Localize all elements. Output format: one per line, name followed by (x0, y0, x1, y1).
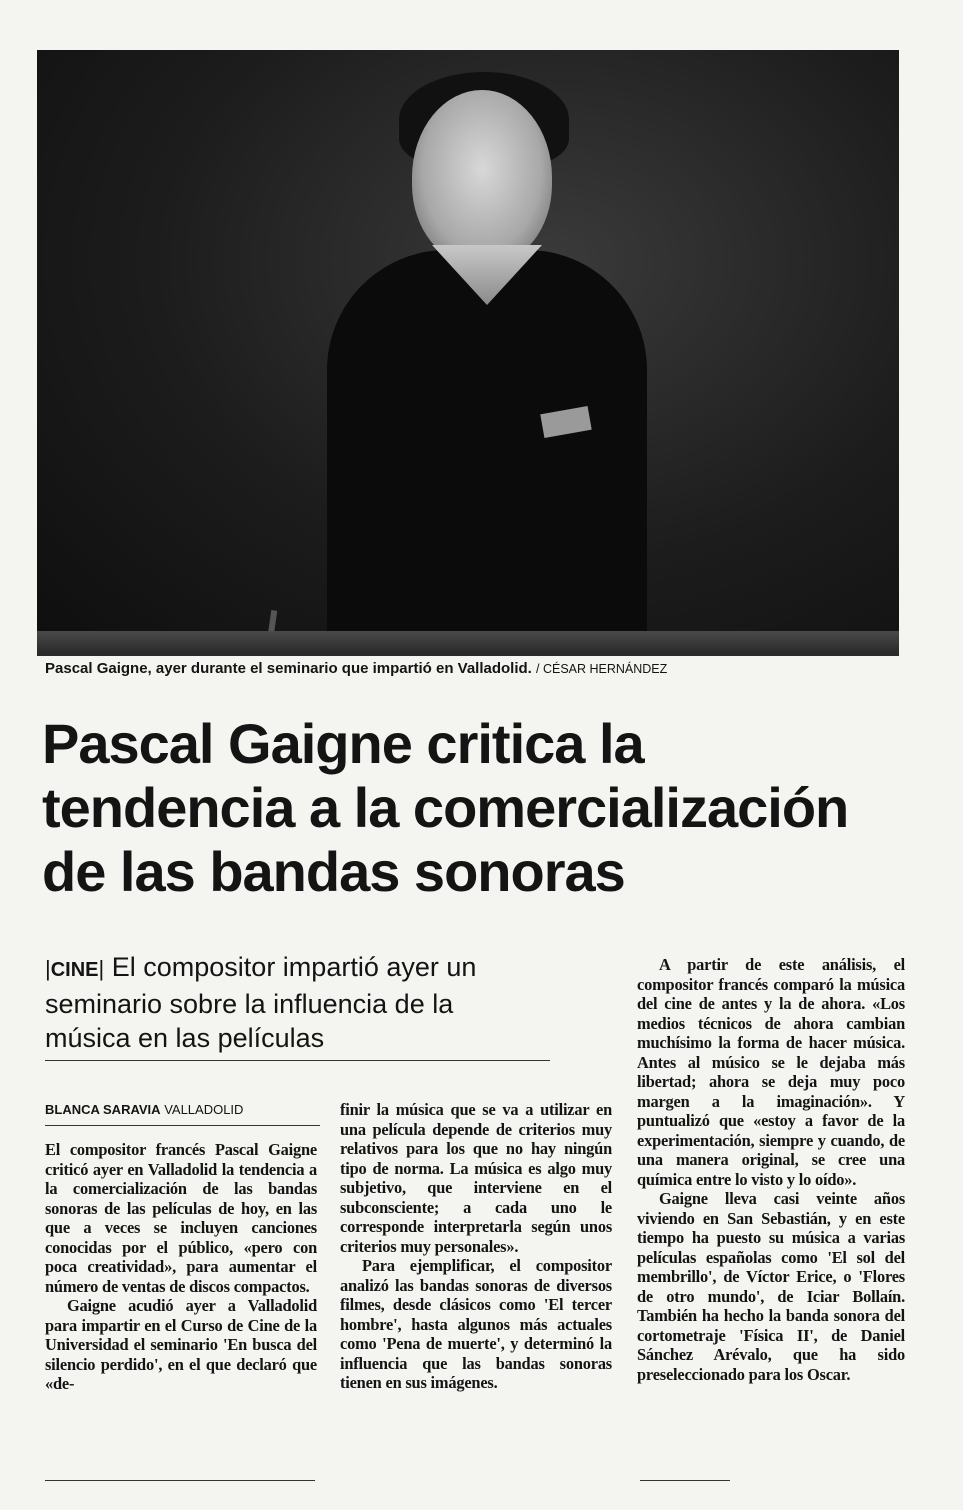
face-shape (412, 90, 552, 265)
shirt-shape (327, 250, 647, 656)
body-column-2 (340, 1100, 612, 1393)
headline-line-3: de las bandas sonoras (42, 840, 625, 903)
chalkboard-ledge (37, 631, 899, 653)
photo-caption (45, 660, 905, 677)
bottom-rule (640, 1480, 730, 1481)
caption-text: Pascal Gaigne, ayer durante el seminario que impartió en Valladolid. (45, 660, 532, 677)
body-paragraph: El compositor francés Pascal Gaigne criticó ayer en Valladolid la tendencia a la comercialización de las bandas sonoras de las películas de hoy, en las que a veces se incluyen canciones conocidas por el público, «pero con poca creatividad», para aumentar el número de ventas de discos compactos. (45, 1140, 317, 1296)
subhead-line-1 (45, 950, 585, 987)
author-name: BLANCA SARAVIA (45, 1102, 161, 1117)
bottom-rule (45, 1480, 315, 1481)
section-divider: | (45, 956, 51, 981)
section-divider: | (98, 956, 105, 981)
body-paragraph: Gaigne lleva casi veinte años viviendo en San Sebastián, y en este tiempo ha puesto su música a varias películas españolas como 'El sol del membrillo', de Víctor Erice, o 'Flores de otro mundo', de Iciar Bollaín. También ha hecho la banda sonora del cortometraje 'Física II', de Daniel Sánchez Arévalo, que ha sido preseleccionado para los Oscar. (637, 1189, 905, 1384)
subhead-text-1: El compositor impartió ayer un (111, 952, 477, 982)
divider-rule (45, 1060, 550, 1061)
body-column-1 (45, 1140, 317, 1394)
body-paragraph: Gaigne acudió ayer a Valladolid para impartir en el Curso de Cine de la Universidad el seminario 'En busca del silencio perdido', en el que declaró que «de- (45, 1296, 317, 1393)
headline-line-1: Pascal Gaigne critica la (42, 712, 644, 775)
subheadline (45, 950, 585, 1055)
section-tag: CINE (50, 959, 99, 981)
body-paragraph: Para ejemplificar, el compositor analizó las bandas sonoras de diversos filmes, desde clásicos como 'El tercer hombre', hasta algunos más actuales como 'Pena de muerte', y determinó la influencia que las bandas sonoras tienen en sus imágenes. (340, 1256, 612, 1392)
subhead-line-3: música en las películas (45, 1023, 325, 1053)
byline-rule (45, 1125, 320, 1126)
subhead-line-2: seminario sobre la influencia de la (45, 989, 454, 1019)
body-column-3 (637, 955, 905, 1384)
article-photo (37, 50, 899, 656)
byline-place: VALLADOLID (164, 1102, 244, 1117)
headline (42, 712, 902, 904)
byline (45, 1102, 243, 1117)
headline-line-2: tendencia a la comercialización (42, 776, 849, 839)
photo-credit: / CÉSAR HERNÁNDEZ (536, 662, 668, 676)
body-paragraph: A partir de este análisis, el compositor francés comparó la música del cine de antes y la de ahora. «Los medios técnicos de ahora cambian muchísimo la forma de hacer música. Antes al músico se le dejaba más libertad; ahora se deja muy poco margen a la imaginación». Y puntualizó que «estoy a favor de la experimentación, siempre y cuando, de una manera original, se cree una química entre lo visto y lo oído». (637, 955, 905, 1189)
body-paragraph: finir la música que se va a utilizar en una película depende de criterios muy relativos para los que no hay ningún tipo de norma. La música es algo muy subjetivo, que interviene en el subconsciente; a cada uno le corresponde interpretarla según unos criterios muy personales». (340, 1100, 612, 1256)
